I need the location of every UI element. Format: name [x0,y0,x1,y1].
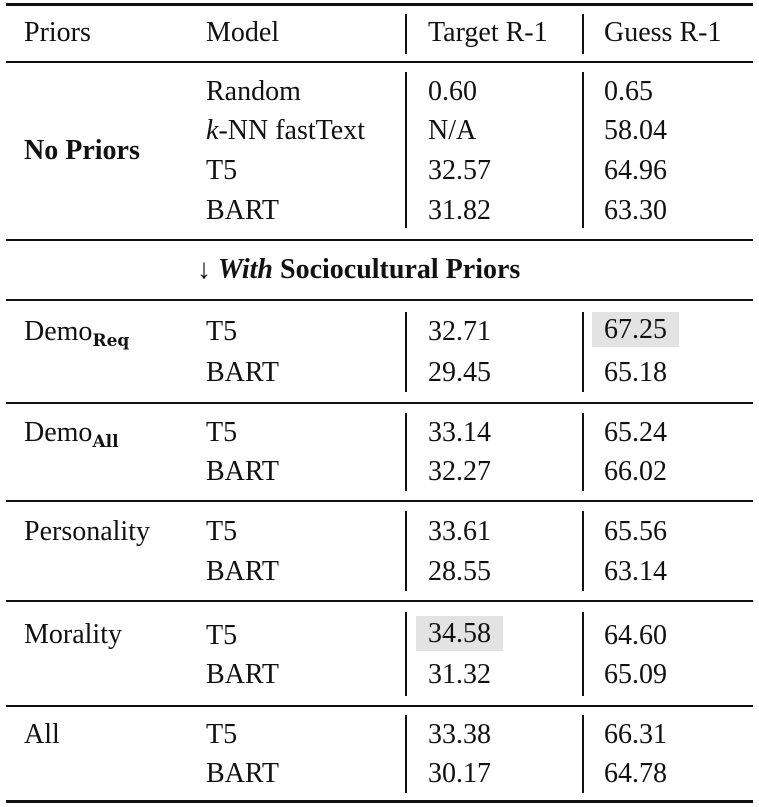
model-name: -NN fastText [218,115,365,146]
col-divider [582,312,584,392]
col-divider [405,612,407,696]
target-cell: N/A [428,115,477,146]
banner-rest: Sociocultural Priors [280,254,521,285]
guess-cell [604,313,679,347]
guess-cell: 64.96 [604,155,667,186]
no-priors-rule [6,239,753,241]
prior-label [24,416,119,459]
banner-with: With [218,254,273,285]
model-cell [206,114,365,148]
prior-label: Morality [24,619,122,650]
prior-label [24,315,129,358]
col-divider [582,511,584,591]
target-cell: 32.27 [428,456,491,487]
group-rule [6,402,753,404]
col-divider [405,511,407,591]
prior-name: Demo [24,316,93,347]
col-divider [582,14,584,54]
model-cell: T5 [206,316,238,347]
target-cell: 32.71 [428,316,491,347]
header-guess: Guess R-1 [604,17,722,48]
header-rule [6,61,753,63]
model-cell: T5 [206,516,238,547]
target-cell: 33.14 [428,417,491,448]
guess-cell: 0.65 [604,76,653,107]
guess-cell: 66.31 [604,719,667,750]
col-divider [582,715,584,793]
k-variable: k [206,115,219,146]
target-cell: 31.82 [428,195,491,226]
model-cell: BART [206,556,279,587]
guess-cell: 63.30 [604,195,667,226]
col-divider [582,612,584,696]
guess-cell: 58.04 [604,115,667,146]
group-rule [6,500,753,502]
model-cell: BART [206,659,279,690]
target-cell: 28.55 [428,556,491,587]
col-divider [582,413,584,491]
guess-cell: 64.78 [604,758,667,789]
model-cell: T5 [206,417,238,448]
model-cell: BART [206,357,279,388]
col-divider [405,413,407,491]
banner-rule [6,299,753,301]
guess-cell: 65.24 [604,417,667,448]
top-rule [6,3,753,6]
no-priors-label: No Priors [24,135,140,166]
target-cell: 33.61 [428,516,491,547]
header-priors: Priors [24,17,91,48]
guess-cell: 65.09 [604,659,667,690]
col-divider [405,715,407,793]
col-divider [582,72,584,228]
col-divider [405,312,407,392]
target-cell: 32.57 [428,155,491,186]
highlighted-value: 67.25 [592,312,679,347]
target-cell: 29.45 [428,357,491,388]
model-cell: T5 [206,719,238,750]
target-cell: 33.38 [428,719,491,750]
guess-cell: 65.56 [604,516,667,547]
group-rule [6,705,753,707]
col-divider [405,72,407,228]
model-cell: T5 [206,155,238,186]
guess-cell: 65.18 [604,357,667,388]
header-target: Target R-1 [428,17,548,48]
col-divider [405,14,407,54]
guess-cell: 64.60 [604,620,667,651]
model-cell: BART [206,758,279,789]
group-rule [6,600,753,602]
target-cell: 0.60 [428,76,477,107]
highlighted-value: 34.58 [416,616,503,651]
target-cell: 30.17 [428,758,491,789]
model-cell: Random [206,76,301,107]
guess-cell: 66.02 [604,456,667,487]
model-cell: BART [206,195,279,226]
model-cell: BART [206,456,279,487]
target-cell [428,617,503,651]
prior-name: Demo [24,417,93,448]
header-model: Model [206,17,280,48]
prior-subscript: All [92,432,119,452]
prior-label: Personality [24,516,150,547]
target-cell: 31.32 [428,659,491,690]
guess-cell: 63.14 [604,556,667,587]
section-banner [197,253,520,287]
down-arrow-icon: ↓ [197,254,211,285]
prior-label: All [24,719,60,750]
bottom-rule [6,800,753,803]
model-cell: T5 [206,620,238,651]
prior-subscript: Req [92,331,130,351]
